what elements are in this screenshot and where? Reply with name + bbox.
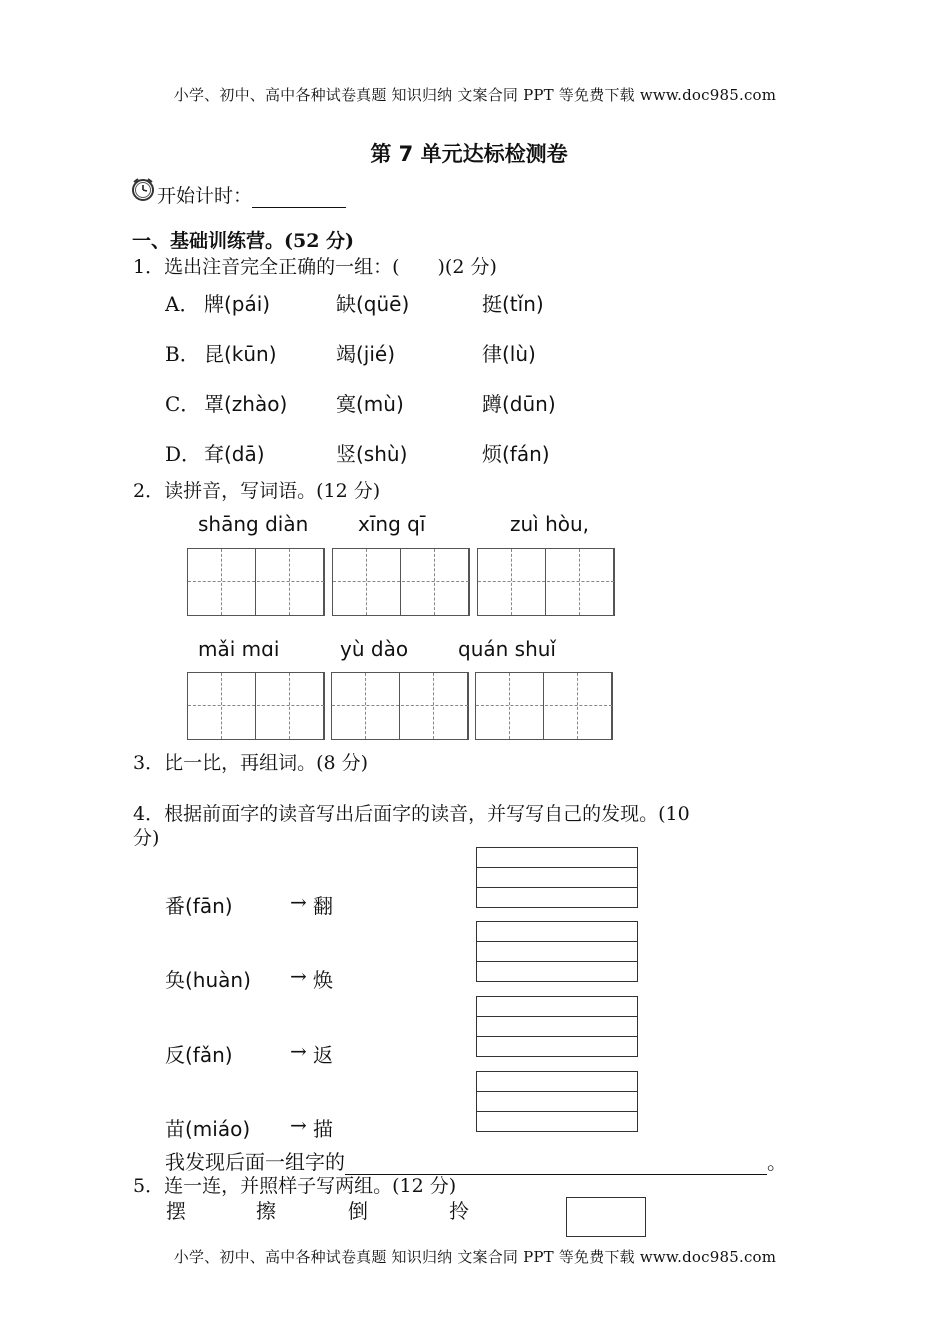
q4-target-char: 描 bbox=[313, 1117, 333, 1141]
q5-stem: 5．连一连，并照样子写两组。(12 分) bbox=[133, 1175, 457, 1197]
q4-base-char: 苗(miáo) bbox=[165, 1117, 251, 1141]
page-title: 第 7 单元达标检测卷 bbox=[370, 142, 568, 166]
q4-arrow: → bbox=[290, 1039, 307, 1063]
q4-finding-prefix: 我发现后面一组字的 bbox=[165, 1150, 345, 1174]
q2-pinyin: quán shuǐ bbox=[458, 637, 556, 661]
timer-row bbox=[157, 181, 346, 208]
q2-pinyin: mǎi mɑi bbox=[198, 637, 280, 661]
page-footer: 小学、初中、高中各种试卷真题 知识归纳 文案合同 PPT 等免费下载 www.doc985.com bbox=[173, 1248, 777, 1266]
q5-char: 擦 bbox=[256, 1199, 276, 1223]
q1-option-c-item: 罩(zhào) bbox=[204, 392, 288, 416]
answer-lines[interactable] bbox=[476, 847, 638, 908]
q5-char: 倒 bbox=[348, 1199, 368, 1223]
q1-option-a-letter: A． bbox=[165, 292, 200, 316]
q1-option-d-item: 耷(dā) bbox=[204, 442, 265, 466]
q1-option-b-letter: B． bbox=[165, 342, 200, 366]
q1-option-b-item: 昆(kūn) bbox=[204, 342, 277, 366]
page-header: 小学、初中、高中各种试卷真题 知识归纳 文案合同 PPT 等免费下载 www.doc985.com bbox=[173, 86, 777, 104]
writing-grid[interactable] bbox=[477, 548, 615, 616]
q4-stem-cont: 分) bbox=[133, 827, 160, 849]
answer-lines[interactable] bbox=[476, 921, 638, 982]
q1-option-d-letter: D． bbox=[165, 442, 202, 466]
q1-option-c-letter: C． bbox=[165, 392, 201, 416]
q1-option-a-item: 牌(pái) bbox=[204, 292, 271, 316]
q4-target-char: 返 bbox=[313, 1043, 333, 1067]
section-heading: 一、基础训练营。(52 分) bbox=[132, 230, 355, 252]
q4-stem: 4．根据前面字的读音写出后面字的读音，并写写自己的发现。(10 bbox=[133, 803, 690, 825]
q1-option-a-item: 缺(qüē) bbox=[336, 292, 410, 316]
timer-label: 开始计时： bbox=[157, 185, 253, 207]
q4-base-char: 反(fǎn) bbox=[165, 1043, 233, 1067]
q4-base-char: 奂(huàn) bbox=[165, 968, 251, 992]
timer-blank[interactable] bbox=[252, 189, 346, 208]
q4-arrow: → bbox=[290, 964, 307, 988]
q1-option-d-item: 竖(shù) bbox=[336, 442, 408, 466]
q2-pinyin: yù dào bbox=[340, 637, 409, 661]
writing-grid[interactable] bbox=[187, 672, 325, 740]
q3-stem: 3．比一比，再组词。(8 分) bbox=[133, 752, 369, 774]
q1-stem: 1．选出注音完全正确的一组：( )(2 分) bbox=[133, 256, 497, 278]
q4-base-char: 番(fān) bbox=[165, 894, 233, 918]
q1-option-a-item: 挺(tǐn) bbox=[482, 292, 544, 316]
q5-char: 拎 bbox=[449, 1199, 469, 1223]
answer-lines[interactable] bbox=[476, 996, 638, 1057]
q2-stem: 2．读拼音，写词语。(12 分) bbox=[133, 480, 381, 502]
answer-lines[interactable] bbox=[476, 1071, 638, 1132]
q2-pinyin: shāng diàn bbox=[198, 512, 309, 536]
q2-pinyin: zuì hòu, bbox=[510, 512, 590, 536]
q5-char: 摆 bbox=[166, 1199, 186, 1223]
q1-option-b-item: 竭(jié) bbox=[336, 342, 396, 366]
q5-answer-box[interactable] bbox=[566, 1197, 646, 1237]
q4-target-char: 焕 bbox=[313, 968, 333, 992]
q4-arrow: → bbox=[290, 890, 307, 914]
writing-grid[interactable] bbox=[332, 548, 470, 616]
writing-grid[interactable] bbox=[475, 672, 613, 740]
q4-target-char: 翻 bbox=[313, 894, 333, 918]
writing-grid[interactable] bbox=[187, 548, 325, 616]
clock-icon bbox=[130, 176, 156, 202]
q1-option-c-item: 寞(mù) bbox=[336, 392, 404, 416]
q2-pinyin: xīng qī bbox=[358, 512, 426, 536]
writing-grid[interactable] bbox=[331, 672, 469, 740]
q1-option-c-item: 蹲(dūn) bbox=[482, 392, 556, 416]
q1-option-b-item: 律(lù) bbox=[482, 342, 536, 366]
q4-arrow: → bbox=[290, 1113, 307, 1137]
q4-finding-suffix: 。 bbox=[767, 1150, 787, 1174]
q1-option-d-item: 烦(fán) bbox=[482, 442, 550, 466]
